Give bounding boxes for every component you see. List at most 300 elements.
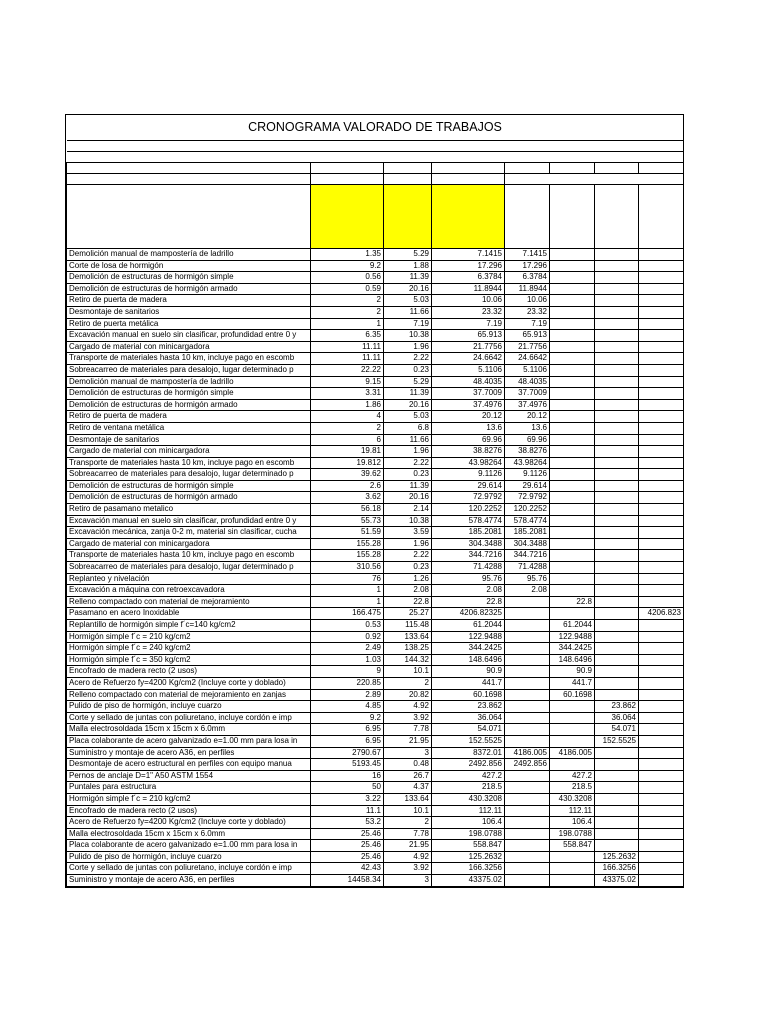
cell-unit-price: 11.66	[384, 434, 432, 446]
cell-quantity: 1	[311, 318, 384, 330]
cell-quantity: 51.59	[311, 527, 384, 539]
cell-month-1: 23.32	[505, 306, 550, 318]
cell-description: Cargado de material con minicargadora	[67, 341, 311, 353]
cell-total: 54.071	[432, 724, 505, 736]
table-row	[67, 689, 684, 701]
cell-total: 578.4774	[432, 515, 505, 527]
cell-total: 198.0788	[432, 828, 505, 840]
table-row	[67, 480, 684, 492]
cell-unit-price: 0.23	[384, 469, 432, 481]
cell-total: 112.11	[432, 805, 505, 817]
cell-month-1: 344.7216	[505, 550, 550, 562]
table-row	[67, 759, 684, 771]
cell-month-2	[550, 538, 595, 550]
cell-description: Placa colaborante de acero galvanizado e=1.00 mm para losa in	[67, 840, 311, 852]
cell-month-3	[595, 353, 639, 365]
table-row	[67, 272, 684, 284]
cell-description: Pulido de piso de hormigón, incluye cuarzo	[67, 701, 311, 713]
cell-total: 148.6496	[432, 654, 505, 666]
cell-month-2	[550, 283, 595, 295]
cell-quantity: 1	[311, 585, 384, 597]
cell-quantity: 4.85	[311, 701, 384, 713]
header-highlight-unit-price	[384, 185, 432, 249]
table-row	[67, 677, 684, 689]
cell-unit-price: 1.96	[384, 446, 432, 458]
cell-unit-price: 2.08	[384, 585, 432, 597]
cell-month-3	[595, 550, 639, 562]
cell-month-2	[550, 272, 595, 284]
cell-month-1	[505, 620, 550, 632]
cell-month-2	[550, 480, 595, 492]
cell-month-3	[595, 457, 639, 469]
header-month-4	[639, 185, 684, 249]
cell-description: Excavación a máquina con retroexcavadora	[67, 585, 311, 597]
cell-month-4	[639, 863, 684, 875]
cell-total: 72.9792	[432, 492, 505, 504]
cell-unit-price: 0.48	[384, 759, 432, 771]
cell-unit-price: 2	[384, 677, 432, 689]
cell-unit-price: 11.39	[384, 272, 432, 284]
cell-description: Desmontaje de sanitarios	[67, 434, 311, 446]
cell-description: Demolición de estructuras de hormigón armado	[67, 492, 311, 504]
table-row	[67, 457, 684, 469]
cell-month-4	[639, 631, 684, 643]
cell-quantity: 0.92	[311, 631, 384, 643]
cell-month-1	[505, 735, 550, 747]
cell-total: 122.9488	[432, 631, 505, 643]
cell-month-2	[550, 457, 595, 469]
table-row	[67, 295, 684, 307]
cell-month-3	[595, 747, 639, 759]
header-cell-month-4	[639, 163, 684, 174]
cell-month-2: 122.9488	[550, 631, 595, 643]
cell-total: 95.76	[432, 573, 505, 585]
cell-month-1: 120.2252	[505, 504, 550, 516]
cell-total: 69.96	[432, 434, 505, 446]
cell-month-2: 148.6496	[550, 654, 595, 666]
cell-month-2	[550, 469, 595, 481]
cell-month-1: 24.6642	[505, 353, 550, 365]
cell-month-1: 304.3488	[505, 538, 550, 550]
cell-month-4	[639, 817, 684, 829]
cell-month-3	[595, 585, 639, 597]
cell-total: 2492.856	[432, 759, 505, 771]
cell-month-1: 7.19	[505, 318, 550, 330]
cell-total: 10.06	[432, 295, 505, 307]
cell-description: Demolición de estructuras de hormigón armado	[67, 399, 311, 411]
table-row	[67, 643, 684, 655]
cell-month-4	[639, 434, 684, 446]
sheet-title: CRONOGRAMA VALORADO DE TRABAJOS	[67, 115, 684, 141]
cell-month-4	[639, 515, 684, 527]
table-row	[67, 550, 684, 562]
cell-description: Malla electrosoldada 15cm x 15cm x 6.0mm	[67, 828, 311, 840]
cell-month-3	[595, 283, 639, 295]
spacer-row	[67, 152, 684, 163]
cell-unit-price: 10.38	[384, 330, 432, 342]
table-row	[67, 805, 684, 817]
cell-unit-price: 2.22	[384, 550, 432, 562]
cell-month-4	[639, 654, 684, 666]
cell-month-4	[639, 724, 684, 736]
cell-month-2	[550, 724, 595, 736]
cell-description: Transporte de materiales hasta 10 km, incluye pago en escomb	[67, 550, 311, 562]
cell-month-2: 344.2425	[550, 643, 595, 655]
cell-month-4	[639, 770, 684, 782]
cell-month-2	[550, 422, 595, 434]
cell-month-1: 5.1106	[505, 364, 550, 376]
cell-total: 65.913	[432, 330, 505, 342]
cell-month-1	[505, 712, 550, 724]
cell-total: 8372.01	[432, 747, 505, 759]
cell-total: 43375.02	[432, 875, 505, 887]
cell-month-3	[595, 677, 639, 689]
cell-quantity: 6.95	[311, 724, 384, 736]
cell-month-4	[639, 469, 684, 481]
cell-month-4	[639, 480, 684, 492]
cell-month-2	[550, 330, 595, 342]
cell-quantity: 6.95	[311, 735, 384, 747]
cell-quantity: 2.89	[311, 689, 384, 701]
cell-month-3: 152.5525	[595, 735, 639, 747]
cell-month-2	[550, 388, 595, 400]
cell-description: Retiro de pasamano metalico	[67, 504, 311, 516]
cell-total: 61.2044	[432, 620, 505, 632]
cell-month-1: 95.76	[505, 573, 550, 585]
cell-month-1: 9.1126	[505, 469, 550, 481]
cell-description: Suministro y montaje de acero A36, en perfiles	[67, 875, 311, 887]
cell-total: 7.1415	[432, 249, 505, 261]
cell-month-3	[595, 422, 639, 434]
cell-month-2	[550, 260, 595, 272]
cell-unit-price: 3.92	[384, 712, 432, 724]
cell-quantity: 2.49	[311, 643, 384, 655]
cell-unit-price: 6.8	[384, 422, 432, 434]
cell-unit-price: 4.37	[384, 782, 432, 794]
cell-month-2	[550, 399, 595, 411]
cell-quantity: 14458.34	[311, 875, 384, 887]
cell-quantity: 42.43	[311, 863, 384, 875]
cell-month-3	[595, 643, 639, 655]
cell-month-3	[595, 376, 639, 388]
cell-month-1	[505, 875, 550, 887]
cell-description: Pulido de piso de hormigón, incluye cuarzo	[67, 851, 311, 863]
cell-quantity: 1.03	[311, 654, 384, 666]
cell-quantity: 4	[311, 411, 384, 423]
cell-quantity: 25.46	[311, 840, 384, 852]
table-row	[67, 411, 684, 423]
table-row	[67, 527, 684, 539]
cell-month-4	[639, 793, 684, 805]
cell-month-1	[505, 828, 550, 840]
header-cell-month-1	[505, 163, 550, 174]
cell-month-3	[595, 840, 639, 852]
cell-description: Demolición de estructuras de hormigón simple	[67, 272, 311, 284]
table-row	[67, 782, 684, 794]
cell-month-2	[550, 863, 595, 875]
cell-month-2	[550, 735, 595, 747]
cell-month-4	[639, 457, 684, 469]
cell-total: 5.1106	[432, 364, 505, 376]
cell-month-1: 578.4774	[505, 515, 550, 527]
cell-unit-price: 5.03	[384, 411, 432, 423]
cell-unit-price: 10.1	[384, 666, 432, 678]
cell-total: 2.08	[432, 585, 505, 597]
table-row	[67, 504, 684, 516]
table-row	[67, 631, 684, 643]
table-row	[67, 573, 684, 585]
table-row	[67, 399, 684, 411]
cell-month-3: 23.862	[595, 701, 639, 713]
schedule-table	[66, 115, 684, 887]
cell-month-4	[639, 341, 684, 353]
cell-month-4	[639, 596, 684, 608]
cell-total: 344.7216	[432, 550, 505, 562]
cell-description: Excavación manual en suelo sin clasificar, profundidad entre 0 y	[67, 330, 311, 342]
cell-month-4	[639, 573, 684, 585]
cell-month-2	[550, 295, 595, 307]
cell-month-2: 218.5	[550, 782, 595, 794]
table-row	[67, 840, 684, 852]
cell-month-2: 4186.005	[550, 747, 595, 759]
cell-quantity: 9.2	[311, 712, 384, 724]
cell-description: Acero de Refuerzo fy=4200 Kg/cm2 (Incluye corte y doblado)	[67, 677, 311, 689]
cell-unit-price: 144.32	[384, 654, 432, 666]
table-row	[67, 608, 684, 620]
cell-quantity: 155.28	[311, 550, 384, 562]
cell-month-3	[595, 782, 639, 794]
header-cell	[67, 174, 311, 185]
cell-month-2	[550, 875, 595, 887]
header-cell-quantity	[311, 163, 384, 174]
header-cell-total	[432, 163, 505, 174]
cell-month-4	[639, 643, 684, 655]
cell-description: Retiro de puerta de madera	[67, 295, 311, 307]
cell-quantity: 5193.45	[311, 759, 384, 771]
cell-description: Hormigón simple f´c = 240 kg/cm2	[67, 643, 311, 655]
cell-unit-price: 3.92	[384, 863, 432, 875]
table-row	[67, 851, 684, 863]
cell-unit-price: 20.16	[384, 399, 432, 411]
header-cell-description	[67, 163, 311, 174]
table-row	[67, 735, 684, 747]
header-highlight-quantity	[311, 185, 384, 249]
cell-total: 218.5	[432, 782, 505, 794]
cell-description: Desmontaje de acero estructural en perfiles con equipo manua	[67, 759, 311, 771]
cell-quantity: 6	[311, 434, 384, 446]
spacer-row	[67, 141, 684, 152]
cell-total: 166.3256	[432, 863, 505, 875]
table-row	[67, 341, 684, 353]
cell-total: 21.7756	[432, 341, 505, 353]
table-row	[67, 318, 684, 330]
cell-description: Demolición manual de mampostería de ladrillo	[67, 249, 311, 261]
cell-quantity: 39.62	[311, 469, 384, 481]
header-month-2	[550, 185, 595, 249]
cell-month-1	[505, 596, 550, 608]
cell-quantity: 1.86	[311, 399, 384, 411]
cell-month-4	[639, 759, 684, 771]
cell-month-2: 112.11	[550, 805, 595, 817]
cell-month-3: 36.064	[595, 712, 639, 724]
header-cell-month-2	[550, 163, 595, 174]
cell-month-4	[639, 492, 684, 504]
cell-month-1	[505, 724, 550, 736]
cell-total: 20.12	[432, 411, 505, 423]
cell-description: Sobreacarreo de materiales para desalojo, lugar determinado p	[67, 469, 311, 481]
cell-total: 558.847	[432, 840, 505, 852]
cell-total: 106.4	[432, 817, 505, 829]
cell-month-2	[550, 411, 595, 423]
cell-total: 13.6	[432, 422, 505, 434]
cell-month-2	[550, 446, 595, 458]
cell-description: Corte y sellado de juntas con poliuretano, incluye cordón e imp	[67, 712, 311, 724]
table-row	[67, 260, 684, 272]
cell-month-1: 4186.005	[505, 747, 550, 759]
cell-quantity: 155.28	[311, 538, 384, 550]
cell-month-1: 65.913	[505, 330, 550, 342]
cell-month-1	[505, 689, 550, 701]
cell-month-3	[595, 654, 639, 666]
cell-description: Corte y sellado de juntas con poliuretano, incluye cordón e imp	[67, 863, 311, 875]
cell-description: Demolición de estructuras de hormigón simple	[67, 388, 311, 400]
cell-month-4	[639, 318, 684, 330]
cell-quantity: 11.1	[311, 805, 384, 817]
header-month-3	[595, 185, 639, 249]
cell-description: Excavación manual en suelo sin clasificar, profundidad entre 0 y	[67, 515, 311, 527]
cell-quantity: 0.59	[311, 283, 384, 295]
cell-quantity: 166.475	[311, 608, 384, 620]
table-row	[67, 724, 684, 736]
cell-month-4	[639, 677, 684, 689]
cell-total: 11.8944	[432, 283, 505, 295]
cell-month-1: 69.96	[505, 434, 550, 446]
cell-month-2: 61.2044	[550, 620, 595, 632]
table-row	[67, 446, 684, 458]
cell-month-1	[505, 631, 550, 643]
cell-month-4	[639, 550, 684, 562]
cell-month-3	[595, 295, 639, 307]
cell-total: 23.862	[432, 701, 505, 713]
table-row	[67, 492, 684, 504]
cell-unit-price: 5.03	[384, 295, 432, 307]
cell-unit-price: 21.95	[384, 840, 432, 852]
cell-month-4	[639, 585, 684, 597]
cell-month-1: 17.296	[505, 260, 550, 272]
cell-description: Sobreacarreo de materiales para desalojo, lugar determinado p	[67, 364, 311, 376]
cell-month-1	[505, 677, 550, 689]
cell-unit-price: 133.64	[384, 631, 432, 643]
cell-month-2: 60.1698	[550, 689, 595, 701]
header-highlight-description	[67, 185, 311, 249]
cell-unit-price: 21.95	[384, 735, 432, 747]
cell-month-4	[639, 249, 684, 261]
cell-quantity: 16	[311, 770, 384, 782]
cell-quantity: 9.2	[311, 260, 384, 272]
cell-month-3	[595, 260, 639, 272]
cell-month-4	[639, 828, 684, 840]
cell-month-3	[595, 399, 639, 411]
cell-month-2	[550, 562, 595, 574]
cell-month-3	[595, 318, 639, 330]
cell-description: Desmontaje de sanitarios	[67, 306, 311, 318]
cell-total: 9.1126	[432, 469, 505, 481]
table-row	[67, 701, 684, 713]
cell-month-1: 72.9792	[505, 492, 550, 504]
cell-month-1: 43.98264	[505, 457, 550, 469]
cell-total: 37.7009	[432, 388, 505, 400]
cell-month-1	[505, 851, 550, 863]
cell-unit-price: 10.38	[384, 515, 432, 527]
cell-month-1	[505, 805, 550, 817]
cell-total: 152.5525	[432, 735, 505, 747]
cell-unit-price: 0.23	[384, 364, 432, 376]
cell-description: Demolición manual de mampostería de ladrillo	[67, 376, 311, 388]
cell-month-1: 185.2081	[505, 527, 550, 539]
cell-total: 430.3208	[432, 793, 505, 805]
schedule-sheet	[65, 114, 684, 888]
cell-month-3: 54.071	[595, 724, 639, 736]
cell-description: Retiro de ventana metálica	[67, 422, 311, 434]
cell-month-4	[639, 527, 684, 539]
cell-month-1: 7.1415	[505, 249, 550, 261]
cell-quantity: 3.22	[311, 793, 384, 805]
cell-month-4	[639, 666, 684, 678]
cell-total: 344.2425	[432, 643, 505, 655]
cell-unit-price: 20.16	[384, 283, 432, 295]
table-row	[67, 330, 684, 342]
table-row	[67, 249, 684, 261]
cell-description: Cargado de material con minicargadora	[67, 446, 311, 458]
cell-month-3	[595, 620, 639, 632]
header-cell-month-3	[595, 163, 639, 174]
table-row	[67, 283, 684, 295]
cell-month-4	[639, 411, 684, 423]
cell-month-3	[595, 828, 639, 840]
cell-month-3	[595, 306, 639, 318]
cell-description: Replantillo de hormigón simple f´c=140 kg/cm2	[67, 620, 311, 632]
cell-month-3	[595, 666, 639, 678]
cell-month-4	[639, 306, 684, 318]
cell-total: 23.32	[432, 306, 505, 318]
cell-month-4	[639, 805, 684, 817]
cell-quantity: 55.73	[311, 515, 384, 527]
cell-month-2	[550, 492, 595, 504]
cell-month-3: 166.3256	[595, 863, 639, 875]
cell-description: Suministro y montaje de acero A36, en perfiles	[67, 747, 311, 759]
cell-unit-price: 5.29	[384, 376, 432, 388]
cell-unit-price: 3.59	[384, 527, 432, 539]
cell-month-1	[505, 840, 550, 852]
cell-month-3	[595, 446, 639, 458]
cell-month-1: 11.8944	[505, 283, 550, 295]
table-row	[67, 469, 684, 481]
table-row	[67, 654, 684, 666]
cell-month-1	[505, 770, 550, 782]
cell-month-3	[595, 434, 639, 446]
cell-quantity: 0.56	[311, 272, 384, 284]
cell-month-4	[639, 538, 684, 550]
cell-month-2	[550, 701, 595, 713]
cell-unit-price: 3	[384, 875, 432, 887]
cell-month-3	[595, 573, 639, 585]
cell-month-1	[505, 654, 550, 666]
cell-quantity: 0.53	[311, 620, 384, 632]
cell-quantity: 25.46	[311, 851, 384, 863]
cell-month-2	[550, 341, 595, 353]
cell-total: 43.98264	[432, 457, 505, 469]
cell-description: Malla electrosoldada 15cm x 15cm x 6.0mm	[67, 724, 311, 736]
